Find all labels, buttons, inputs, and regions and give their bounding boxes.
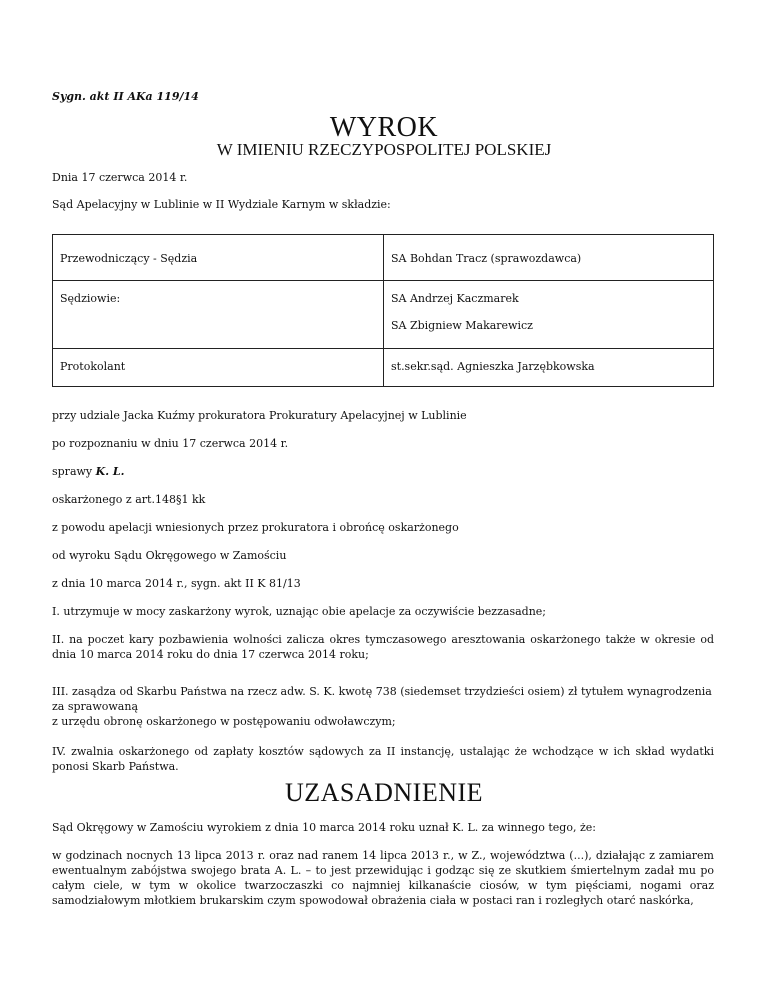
ruling-point-2: II. na poczet kary pozbawienia wolności zalicza okres tymczasowego aresztowania oskarżonego także w okresie od dnia 10 marca 2014 roku do dnia 17 czerwca 2014 roku; — [52, 633, 714, 661]
judges-label: Sędziowie: — [53, 281, 384, 349]
justification-intro: Sąd Okręgowy w Zamościu wyrokiem z dnia 10 marca 2014 roku uznał K. L. za winnego tego, że: — [52, 821, 596, 834]
prosecutor-line: przy udziale Jacka Kuźmy prokuratora Prokuratury Apelacyjnej w Lublinie — [52, 409, 467, 422]
judge-2: SA Zbigniew Makarewicz — [391, 319, 533, 332]
judgment-date: Dnia 17 czerwca 2014 r. — [52, 171, 188, 184]
document-title: WYROK — [329, 112, 439, 143]
ruling-point-3: III. zasądza od Skarbu Państwa na rzecz adw. S. K. kwotę 738 (siedemset trzydzieści osiem) zł tytułem wynagrodzenia za sprawowaną z urzędu obronę oskarżonego w postępowaniu odwoławczym; — [52, 685, 712, 728]
ruling-point-1: I. utrzymuje w mocy zaskarżony wyrok, uznając obie apelacje za oczywiście bezzasadne; — [52, 605, 546, 618]
clerk-label: Protokolant — [53, 349, 384, 387]
chair-value: SA Bohdan Tracz (sprawozdawca) — [384, 235, 714, 281]
justification-facts: w godzinach nocnych 13 lipca 2013 r. oraz nad ranem 14 lipca 2013 r., w Z., województwa (...), działając z zamiarem ewentualnym zabójstwa swojego brata A. L. – to jest przewidując i godząc się ze skutkiem śmiertelnym zadał mu po całym ciele, w tym w okolice twarzoczaszki co najmniej kilkanaście ciosów, w tym pięściami, nogami oraz samodziałowym młotkiem brukarskim czym spowodował obrażenia ciała w postaci ran i rozległych otarć naskórka, — [52, 849, 714, 907]
judgment-date-line: z dnia 10 marca 2014 r., sygn. akt II K 81/13 — [52, 577, 301, 590]
judges-value — [384, 281, 714, 349]
judge-1: SA Andrzej Kaczmarek — [391, 292, 519, 305]
appeal-line: z powodu apelacji wniesionych przez prokuratora i obrońcę oskarżonego — [52, 521, 459, 534]
clerk-value: st.sekr.sąd. Agnieszka Jarzębkowska — [384, 349, 714, 387]
from-judgment-line: od wyroku Sądu Okręgowego w Zamościu — [52, 549, 287, 562]
panel-table — [52, 234, 714, 387]
court-composition: Sąd Apelacyjny w Lublinie w II Wydziale Karnym w składzie: — [52, 198, 391, 211]
document-subtitle: W IMIENIU RZECZYPOSPOLITEJ POLSKIEJ — [216, 140, 552, 159]
ruling-point-4: IV. zwalnia oskarżonego od zapłaty kosztów sądowych za II instancję, ustalając że wchodzące w ich skład wydatki ponosi Skarb Państwa. — [52, 745, 714, 773]
justification-heading: UZASADNIENIE — [284, 778, 484, 807]
table-row — [53, 235, 714, 281]
case-signature: Sygn. akt II AKa 119/14 — [52, 90, 199, 103]
table-row — [53, 281, 714, 349]
accused-line: oskarżonego z art.148§1 kk — [52, 493, 206, 506]
case-line: sprawy K. L. — [52, 465, 125, 478]
chair-label: Przewodniczący - Sędzia — [53, 235, 384, 281]
considered-line: po rozpoznaniu w dniu 17 czerwca 2014 r. — [52, 437, 289, 450]
case-name: K. L. — [95, 465, 125, 478]
table-row — [53, 349, 714, 387]
